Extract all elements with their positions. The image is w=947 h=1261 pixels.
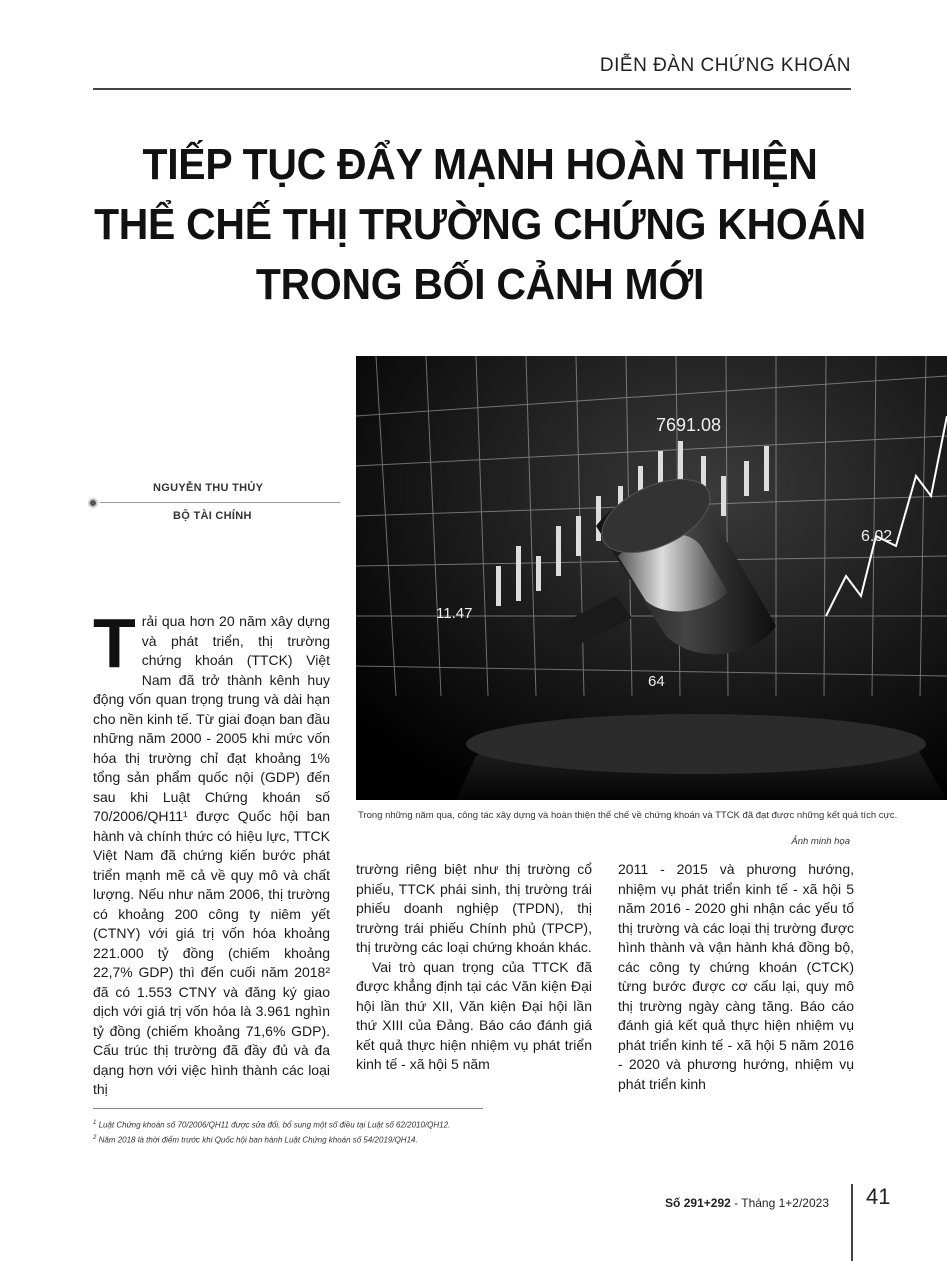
title-line-2: THỂ CHẾ THỊ TRƯỜNG CHỨNG KHOÁN [94,200,866,249]
footnote-1-text: Luật Chứng khoán số 70/2006/QH11 được sửa đổi, bổ sung một số điều tại Luật số 62/2010/QH12. [98,1120,451,1130]
footnote-2 [93,1132,793,1147]
chart-label-3: 6.02 [861,528,893,545]
section-label: DIỄN ĐÀN CHỨNG KHOÁN [599,55,851,76]
author-organization: BỘ TÀI CHÍNH [173,510,252,522]
issue-number: 291+292 [683,1196,731,1210]
footnote-rule [93,1108,483,1109]
footnotes [93,1117,793,1146]
page-number: 41 [866,1184,891,1209]
title-line-3: TRONG BỐI CẢNH MỚI [255,260,705,309]
drop-cap: T [93,604,136,682]
author-bullet-icon [88,498,98,508]
footnote-1-mark: 1 [93,1120,97,1126]
folio-divider [851,1184,853,1261]
photo-illustration [356,356,947,800]
author-name: NGUYỄN THU THỦY [153,482,264,494]
issue-prefix: Số [665,1196,681,1210]
issue-info [665,1196,829,1210]
body-column-2 [356,860,592,1075]
chart-label-4: 64 [648,673,665,690]
body-column-1 [93,604,330,1100]
chart-label-1: 7691.08 [656,415,722,435]
photo-credit: Ảnh minh họa [791,836,850,847]
column-2-paragraph-2: Vai trò quan trọng của TTCK đã được khẳng định tại các Văn kiện Đại hội lần thứ XII, Văn kiện Đại hội lần thứ XIII của Đảng. Báo cáo đánh giá kết quả thực hiện nhiệm vụ phát triển kinh tế - xã hội 5 năm [356,958,592,1072]
title-line-1: TIẾP TỤC ĐẨY MẠNH HOÀN THIỆN [142,140,818,189]
photo-caption: Trong những năm qua, công tác xây dựng và hoàn thiện thể chế về chứng khoán và TTCK đã đạt được những kết quả tích cực. [358,810,898,821]
issue-date: - Tháng 1+2/2023 [734,1196,829,1210]
column-2-paragraph-1: trường riêng biệt như thị trường cổ phiếu, TTCK phái sinh, thị trường trái phiếu doanh nghiệp (TPDN), thị trường trái phiếu Chính phủ (TPCP), thị trường các loại chứng khoán khác. [356,861,592,955]
footnote-2-mark: 2 [93,1134,97,1141]
footnote-1 [93,1117,793,1132]
chart-label-2: 11.47 [436,605,473,622]
article-title [89,135,870,315]
footnote-2-text: Năm 2018 là thời điểm trước khi Quốc hội ban hành Luật Chứng khoán số 54/2019/QH14. [98,1135,418,1145]
column-1-text: rải qua hơn 20 năm xây dựng và phát triển, thị trường chứng khoán (TTCK) Việt Nam đã trở thành kênh huy động vốn quan trọng trung và dài hạn cho nền kinh tế. Từ giai đoạn ban đầu những năm 2000 - 2005 khi mức vốn hóa thị trường chỉ đạt khoảng 1% tổng sản phẩm quốc nội (GDP) đến sau khi Luật Chứng khoán số 70/2006/QH11¹ được Quốc hội ban hành và chính thức có hiệu lực, TTCK Việt Nam đã chứng kiến bước phát triển mạnh mẽ cả về quy mô và chất lượng. Nếu như năm 2006, thị trường có khoảng 200 công ty niêm yết (CTNY) với giá trị vốn hóa khoảng 221.000 tỷ đồng (chiếm khoảng 22,7% GDP) thì đến cuối năm 2018² đã có 1.553 CTNY và đăng ký giao dịch với giá trị vốn hóa là 3.961 nghìn tỷ đồng (chiếm khoảng 71,6% GDP). Cấu trúc thị trường đã đầy đủ và đa dạng hơn với việc hình thành các loại thị [93,613,330,1097]
author-rule [100,502,340,503]
column-3-paragraph: 2011 - 2015 và phương hướng, nhiệm vụ phát triển kinh tế - xã hội 5 năm 2016 - 2020 ghi nhận các yếu tố thị trường và các loại thị trường được hình thành và vận hành khá đồng bộ, các công ty chứng khoán (CTCK) từng bước được cơ cấu lại, quy mô thị trường ngày càng tăng. Báo cáo đánh giá kết quả thực hiện nhiệm vụ phát triển kinh tế - xã hội 5 năm 2016 - 2020 và phương hướng, nhiệm vụ phát triển kinh [618,861,854,1092]
body-column-3 [618,860,854,1094]
header-rule [93,88,851,90]
gavel-stock-chart-photo [356,356,947,800]
